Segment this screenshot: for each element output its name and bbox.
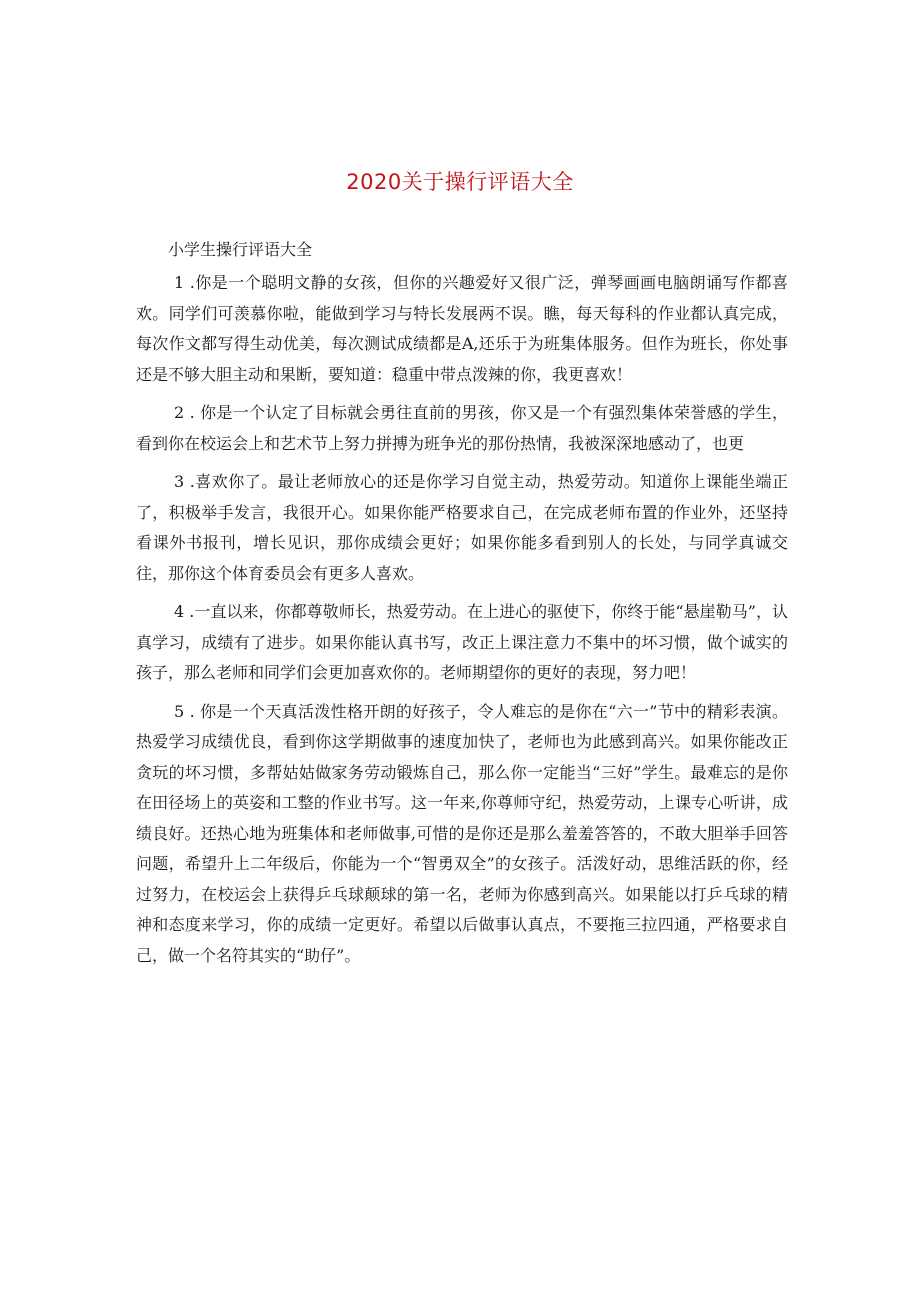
comment-paragraph-1: 1 .你是一个聪明文静的女孩，但你的兴趣爱好又很广泛，弹琴画画电脑朗诵写作都喜欢。同学们可羡慕你啦，能做到学习与特长发展两不误。瞧，每天每科的作业都认真完成，每次作文都写得生动优美，每次测试成绩都是A,还乐于为班集体服务。但作为班长，你处事还是不够大胆主动和果断，要知道：稳重中带点泼辣的你，我更喜欢！ — [136, 273, 788, 384]
document-body — [136, 236, 788, 979]
comment-paragraph-3: 3 .喜欢你了。最让老师放心的还是你学习自觉主动，热爱劳动。知道你上课能坐端正了，积极举手发言，我很开心。如果你能严格要求自己，在完成老师布置的作业外，还坚持看课外书报刊，增长见识，那你成绩会更好；如果你能多看到别人的长处，与同学真诚交往，那你这个体育委员会有更多人喜欢。 — [136, 472, 788, 583]
comment-paragraph-5: 5 . 你是一个天真活泼性格开朗的好孩子，令人难忘的是你在“六一”节中的精彩表演。热爱学习成绩优良，看到你这学期做事的速度加快了，老师也为此感到高兴。如果你能改正贪玩的坏习惯，多帮姑姑做家务劳动锻炼自己，那么你一定能当“三好”学生。最难忘的是你在田径场上的英姿和工整的作业书写。这一年来,你尊师守纪，热爱劳动，上课专心听讲，成绩良好。还热心地为班集体和老师做事,可惜的是你还是那么羞羞答答的，不敢大胆举手回答问题，希望升上二年级后，你能为一个“智勇双全”的女孩子。活泼好动，思维活跃的你，经过努力，在校运会上获得乒乓球颠球的第一名，老师为你感到高兴。如果能以打乒乓球的精神和态度来学习，你的成绩一定更好。希望以后做事认真点，不要拖三拉四通，严格要求自己，做一个名符其实的“助仔”。 — [136, 701, 788, 965]
comment-paragraph-2: 2 . 你是一个认定了目标就会勇往直前的男孩，你又是一个有强烈集体荣誉感的学生，看到你在校运会上和艺术节上努力拼搏为班争光的那份热情，我被深深地感动了，也更 — [136, 403, 788, 453]
document-title: 2020关于操行评语大全 — [346, 170, 574, 194]
comment-paragraph-4: 4 .一直以来，你都尊敬师长，热爱劳动。在上进心的驱使下，你终于能“悬崖勒马”，认真学习，成绩有了进步。如果你能认真书写，改正上课注意力不集中的坏习惯，做个诚实的孩子，那么老师和同学们会更加喜欢你的。老师期望你的更好的表现，努力吧！ — [136, 602, 788, 682]
section-heading: 小学生操行评语大全 — [168, 240, 313, 259]
